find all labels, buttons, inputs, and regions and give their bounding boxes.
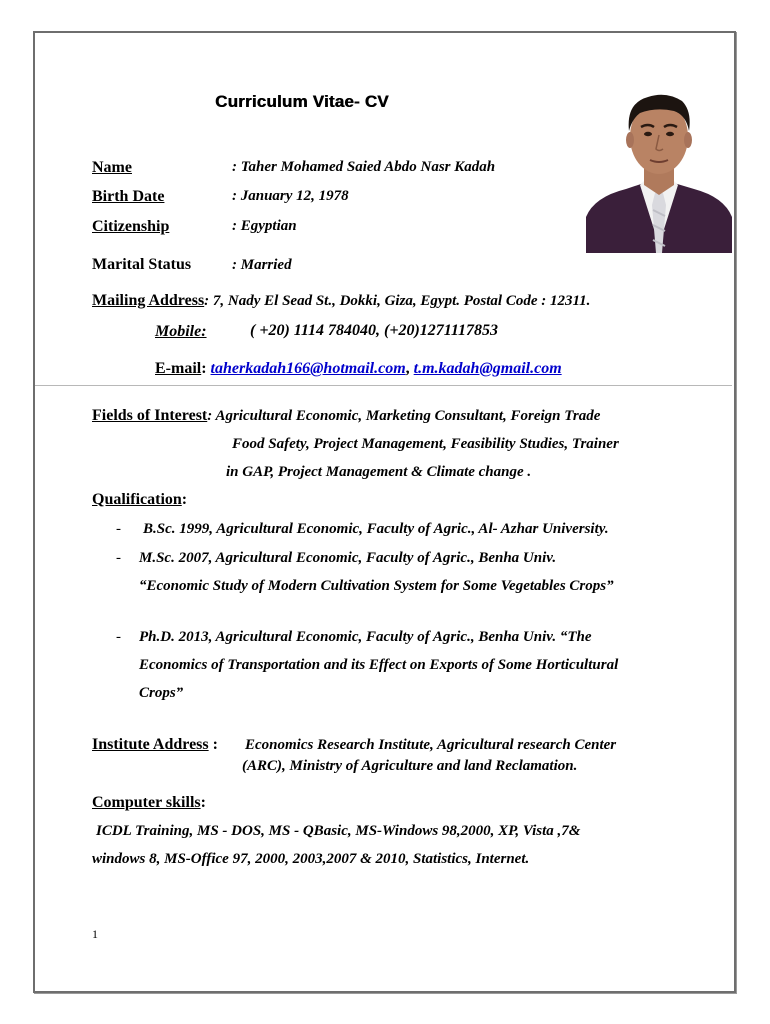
institute-address-colon: :: [208, 736, 218, 753]
citizenship-label: Citizenship: [92, 218, 170, 235]
name-label: Name: [92, 159, 132, 176]
email-link-gmail[interactable]: t.m.kadah@gmail.com: [413, 360, 562, 377]
qualification-item-line: M.Sc. 2007, Agricultural Economic, Faculty of Agric., Benha Univ.: [139, 550, 557, 566]
mobile-label: Mobile:: [155, 323, 207, 340]
section-divider: [35, 385, 732, 386]
name-value: : Taher Mohamed Saied Abdo Nasr Kadah: [232, 159, 496, 175]
qualification-heading: [92, 491, 187, 509]
fields-of-interest-line1: : Agricultural Economic, Marketing Consultant, Foreign Trade: [207, 408, 601, 424]
computer-skills-colon: :: [200, 794, 206, 811]
qualification-item-line: Crops”: [139, 685, 184, 701]
qualification-label: Qualification: [92, 491, 182, 508]
mailing-address-row: [92, 292, 590, 310]
mailing-address-value: : 7, Nady El Sead St., Dokki, Giza, Egypt. Postal Code : 12311.: [204, 293, 591, 309]
qualification-item-line: Economics of Transportation and its Effect on Exports of Some Horticultural: [139, 657, 619, 673]
birth-date-value: : January 12, 1978: [232, 188, 349, 204]
institute-address-label: Institute Address: [92, 736, 209, 753]
mobile-value: ( +20) 1114 784040, (+20)1271117853: [250, 322, 499, 339]
marital-status-value: : Married: [232, 257, 292, 273]
institute-address-line1: Economics Research Institute, Agricultural research Center: [245, 737, 617, 753]
citizenship-value: : Egyptian: [232, 218, 297, 234]
email-separator: ,: [405, 360, 410, 377]
qualification-item-line: Ph.D. 2013, Agricultural Economic, Faculty of Agric., Benha Univ. “The: [139, 629, 592, 645]
fields-of-interest-line3: in GAP, Project Management & Climate change .: [226, 464, 532, 480]
email-link-hotmail[interactable]: taherkadah166@hotmail.com: [210, 360, 406, 377]
mailing-address-label: Mailing Address: [92, 292, 205, 309]
qualification-item-line: B.Sc. 1999, Agricultural Economic, Faculty of Agric., Al- Azhar University.: [143, 521, 609, 537]
computer-skills-heading: [92, 794, 206, 812]
institute-address-row: [92, 736, 218, 754]
email-colon: :: [201, 360, 207, 377]
qualification-bullet: -: [116, 629, 121, 645]
computer-skills-line2: windows 8, MS-Office 97, 2000, 2003,2007 & 2010, Statistics, Internet.: [92, 851, 530, 867]
fields-of-interest-line2: Food Safety, Project Management, Feasibility Studies, Trainer: [232, 436, 619, 452]
email-row: [155, 360, 562, 378]
cv-title: Curriculum Vitae- CV: [215, 92, 389, 111]
qualification-bullet: -: [116, 550, 121, 566]
computer-skills-label: Computer skills: [92, 794, 201, 811]
qualification-bullet: -: [116, 521, 121, 537]
page-number: 1: [92, 927, 98, 941]
qualification-colon: :: [181, 491, 188, 508]
qualification-item-line: “Economic Study of Modern Cultivation System for Some Vegetables Crops”: [139, 578, 614, 594]
institute-address-line2: (ARC), Ministry of Agriculture and land Reclamation.: [242, 758, 578, 774]
portrait-illustration: [586, 85, 732, 253]
fields-of-interest-label: Fields of Interest: [92, 407, 208, 424]
profile-photo: [586, 85, 732, 253]
fields-of-interest-row: [92, 407, 600, 425]
email-label: E-mail: [155, 360, 202, 377]
birth-date-label: Birth Date: [92, 188, 165, 205]
computer-skills-line1: ICDL Training, MS - DOS, MS - QBasic, MS-Windows 98,2000, XP, Vista ,7&: [96, 823, 581, 839]
marital-status-label: Marital Status: [92, 256, 192, 273]
